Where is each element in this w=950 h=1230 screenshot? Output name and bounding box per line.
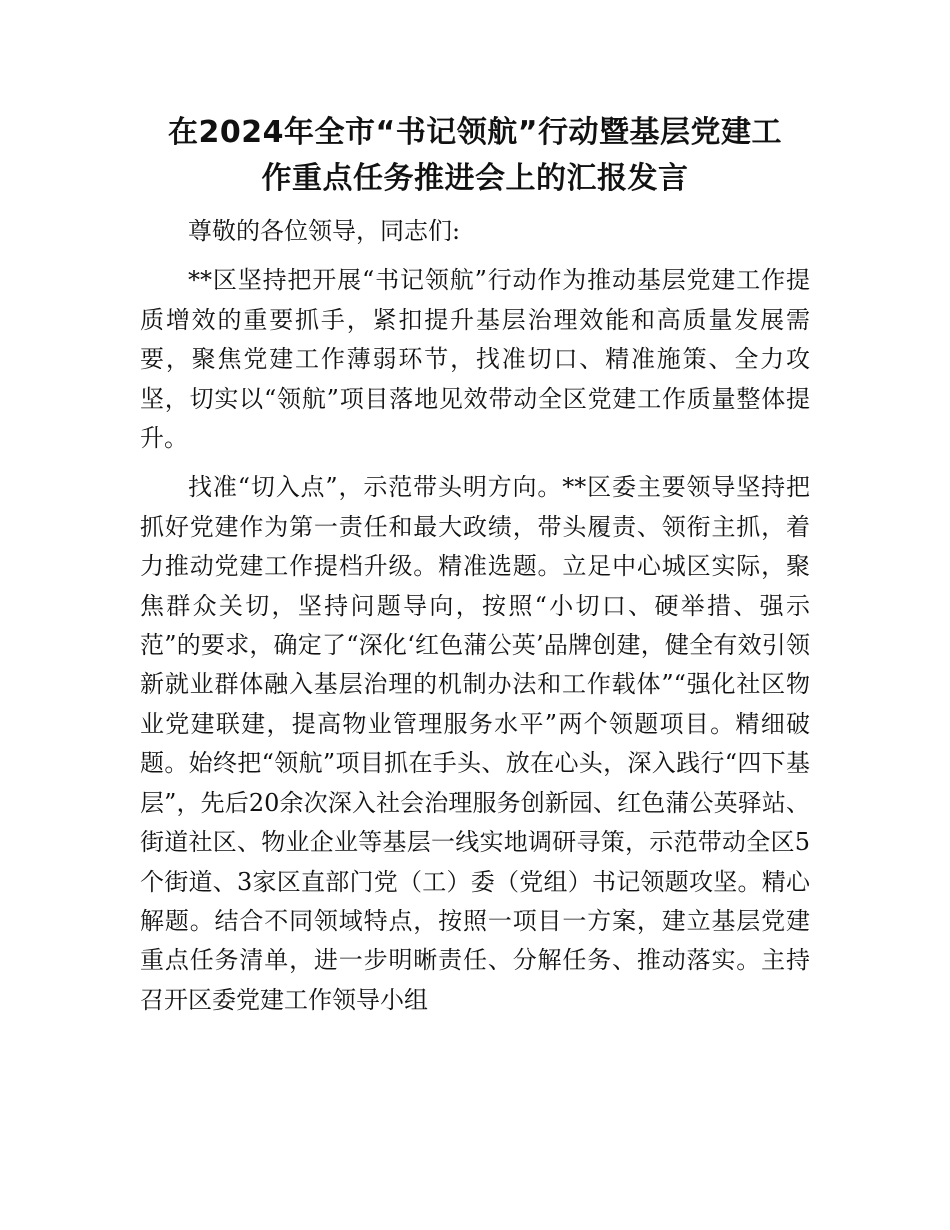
document-title bbox=[140, 110, 810, 202]
title-line-2: 作重点任务推进会上的汇报发言 bbox=[261, 161, 689, 196]
document-body bbox=[140, 212, 810, 1020]
paragraph-intro: **区坚持把开展“书记领航”行动作为推动基层党建工作提质增效的重要抓手，紧扣提升基层治理效能和高质量发展需要，聚焦党建工作薄弱环节，找准切口、精准施策、全力攻坚，切实以“领航”项目落地见效带动全区党建工作质量整体提升。 bbox=[140, 266, 810, 453]
paragraph-entry-point: 找准“切入点”，示范带头明方向。**区委主要领导坚持把抓好党建作为第一责任和最大政绩，带头履责、领衔主抓，着力推动党建工作提档升级。精准选题。立足中心城区实际，聚焦群众关切，坚持问题导向，按照“小切口、硬举措、强示范”的要求，确定了“深化‘红色蒲公英’品牌创建，健全有效引领新就业群体融入基层治理的机制办法和工作载体”“强化社区物业党建联建，提高物业管理服务水平”两个领题项目。精细破题。始终把“领航”项目抓在手头、放在心头，深入践行“四下基层”，先后20余次深入社会治理服务创新园、红色蒲公英驿站、街道社区、物业企业等基层一线实地调研寻策，示范带动全区5个街道、3家区直部门党（工）委（党组）书记领题攻坚。精心解题。结合不同领域特点，按照一项目一方案，建立基层党建重点任务清单，进一步明晰责任、分解任务、推动落实。主持召开区委党建工作领导小组 bbox=[140, 473, 810, 1014]
salutation: 尊敬的各位领导，同志们: bbox=[188, 217, 461, 245]
document-page bbox=[140, 110, 810, 1030]
title-line-1: 在2024年全市“书记领航”行动暨基层党建工 bbox=[168, 115, 782, 150]
